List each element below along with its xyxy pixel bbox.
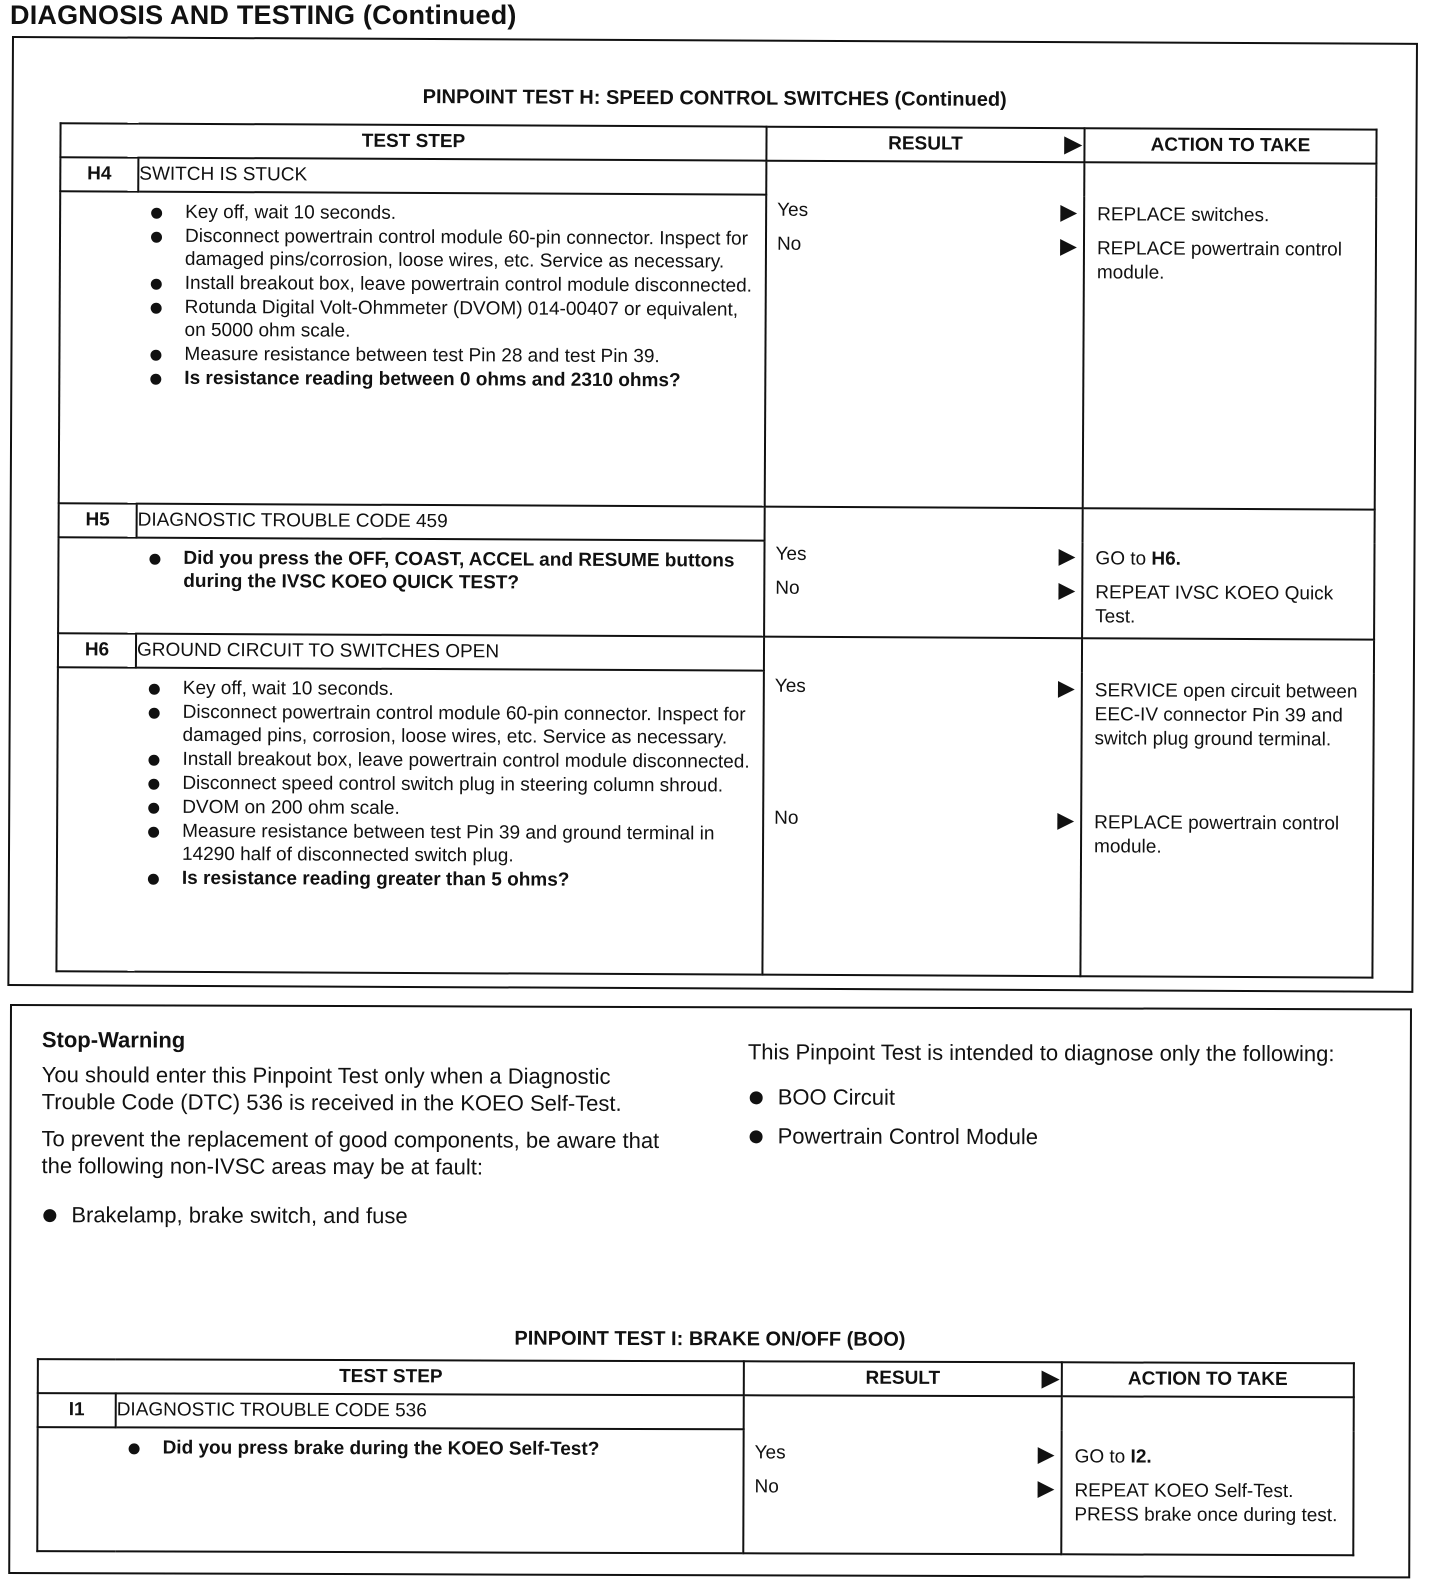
instruction-item: Disconnect speed control switch plug in steering column shroud. — [142, 772, 752, 798]
arrow-right-icon: ▶ — [1037, 1475, 1055, 1501]
step-id: H6 — [58, 633, 136, 667]
arrow-right-icon: ▶ — [1060, 233, 1078, 259]
action-text — [1075, 1445, 1345, 1470]
action-text: SERVICE open circuit between EEC-IV connector Pin 39 and switch plug ground terminal. — [1094, 680, 1358, 751]
action-goto-step: H6. — [1151, 548, 1182, 570]
result-yes — [777, 198, 1077, 225]
result-label: Yes — [775, 543, 807, 565]
action-text — [1095, 547, 1365, 572]
result-no — [774, 806, 1074, 833]
non-ivsc-area-item: Brakelamp, brake switch, and fuse — [41, 1201, 661, 1230]
result-no — [754, 1474, 1054, 1501]
step-title-row — [38, 1393, 1354, 1431]
action-text: REPLACE powertrain control module. — [1093, 812, 1340, 858]
result-no — [777, 232, 1077, 259]
action-cell — [1083, 162, 1377, 509]
step-instructions — [56, 667, 763, 974]
result-arrow-icon: ▶ — [1041, 1365, 1059, 1391]
result-yes — [775, 542, 1075, 569]
stop-warning-left — [41, 1026, 662, 1242]
action-text: REPLACE switches. — [1097, 204, 1270, 227]
stop-warning-right — [748, 1038, 1348, 1163]
arrow-right-icon: ▶ — [1058, 577, 1076, 603]
header-result — [766, 127, 1084, 163]
pinpoint-test-h-title: PINPOINT TEST H: SPEED CONTROL SWITCHES (Continued) — [422, 86, 1007, 111]
action-cell — [1080, 638, 1374, 977]
step-id: H5 — [59, 503, 137, 537]
header-action: ACTION TO TAKE — [1062, 1362, 1354, 1397]
header-result-label: RESULT — [888, 133, 963, 155]
arrow-right-icon: ▶ — [1057, 807, 1075, 833]
result-label: No — [776, 233, 802, 255]
pinpoint-test-h-panel — [7, 36, 1418, 993]
question-item: Is resistance reading between 0 ohms and 2310 ohms? — [144, 367, 754, 393]
stop-warning-title: Stop-Warning — [41, 1027, 186, 1053]
diagnose-scope-intro: This Pinpoint Test is intended to diagnose only the following: — [747, 1039, 1335, 1067]
result-label: Yes — [774, 675, 806, 697]
pinpoint-test-i-title: PINPOINT TEST I: BRAKE ON/OFF (BOO) — [514, 1327, 906, 1351]
question-item: Did you press the OFF, COAST, ACCEL and RESUME buttons during the IVSC KOEO QUICK TEST? — [143, 547, 753, 596]
pinpoint-test-h-table — [55, 122, 1377, 978]
arrow-right-icon: ▶ — [1037, 1441, 1055, 1467]
table-header-row — [38, 1359, 1354, 1397]
result-no — [775, 576, 1075, 603]
instruction-item: DVOM on 200 ohm scale. — [142, 796, 752, 822]
instruction-item: Key off, wait 10 seconds. — [145, 201, 755, 227]
question-item: Did you press brake during the KOEO Self-Test? — [123, 1436, 733, 1461]
result-cell — [743, 1395, 1061, 1554]
pinpoint-test-i-panel — [8, 1004, 1412, 1578]
instruction-item: Install breakout box, leave powertrain control module disconnected. — [142, 748, 752, 774]
diagnose-scope-item: Powertrain Control Module — [748, 1122, 1348, 1151]
result-label: Yes — [777, 199, 809, 221]
action-goto-step: I2. — [1130, 1446, 1152, 1468]
arrow-right-icon: ▶ — [1060, 199, 1078, 225]
action-cell — [1061, 1396, 1353, 1555]
step-instructions — [59, 191, 767, 506]
result-label: No — [754, 1476, 779, 1498]
instruction-item: Measure resistance between test Pin 28 and test Pin 39. — [144, 343, 754, 369]
result-cell — [765, 161, 1085, 509]
result-cell — [762, 637, 1082, 977]
header-test-step: TEST STEP — [60, 123, 766, 160]
header-action: ACTION TO TAKE — [1084, 128, 1376, 163]
step-title: DIAGNOSTIC TROUBLE CODE 536 — [116, 1393, 744, 1429]
result-label: No — [774, 807, 799, 829]
instruction-item: Install breakout box, leave powertrain control module disconnected. — [145, 272, 755, 298]
header-test-step: TEST STEP — [38, 1359, 744, 1395]
step-title: SWITCH IS STUCK — [138, 158, 766, 195]
action-text: REPEAT IVSC KOEO Quick Test. — [1095, 582, 1334, 628]
step-id: H4 — [60, 157, 138, 191]
result-label: No — [775, 577, 800, 599]
instruction-item: Disconnect powertrain control module 60-pin connector. Inspect for damaged pins, corrosion, loose wires, etc. Service as necessary. — [143, 701, 753, 750]
action-prefix: GO to — [1074, 1446, 1131, 1468]
instruction-item: Key off, wait 10 seconds. — [143, 677, 753, 703]
step-title: GROUND CIRCUIT TO SWITCHES OPEN — [136, 634, 764, 671]
action-text: REPLACE powertrain control module. — [1096, 238, 1343, 284]
instruction-item: Rotunda Digital Volt-Ohmmeter (DVOM) 014-00407 or equivalent, on 5000 ohm scale. — [145, 296, 755, 345]
arrow-right-icon: ▶ — [1057, 675, 1075, 701]
result-yes — [755, 1440, 1055, 1467]
step-id: I1 — [38, 1393, 116, 1427]
result-cell — [764, 507, 1083, 639]
step-instructions — [37, 1427, 743, 1553]
page-header: DIAGNOSIS AND TESTING (Continued) — [10, 0, 517, 30]
action-text: REPEAT KOEO Self-Test. PRESS brake once during test. — [1074, 1480, 1338, 1527]
header-result — [744, 1361, 1062, 1396]
action-prefix: GO to — [1095, 548, 1152, 570]
result-label: Yes — [754, 1442, 786, 1464]
step-title: DIAGNOSTIC TROUBLE CODE 459 — [137, 504, 765, 541]
pinpoint-test-i-table — [36, 1358, 1355, 1556]
step-instructions — [58, 537, 764, 636]
question-item: Is resistance reading greater than 5 ohms? — [142, 867, 752, 893]
stop-warning-para-1: You should enter this Pinpoint Test only when a Diagnostic Trouble Code (DTC) 536 is received in the KOEO Self-Test. — [41, 1062, 622, 1116]
action-cell — [1082, 508, 1375, 639]
instruction-item: Measure resistance between test Pin 39 and ground terminal in 14290 half of disconnected switch plug. — [142, 820, 752, 869]
result-yes — [775, 674, 1075, 701]
instruction-item: Disconnect powertrain control module 60-pin connector. Inspect for damaged pins/corrosion, loose wires, etc. Service as necessary. — [145, 225, 755, 274]
header-result-label: RESULT — [865, 1367, 941, 1389]
arrow-right-icon: ▶ — [1058, 543, 1076, 569]
result-arrow-icon: ▶ — [1064, 131, 1082, 157]
diagnose-scope-item: BOO Circuit — [748, 1083, 1348, 1112]
stop-warning-para-2: To prevent the replacement of good components, be aware that the following non-IVSC areas may be at fault: — [41, 1126, 660, 1180]
